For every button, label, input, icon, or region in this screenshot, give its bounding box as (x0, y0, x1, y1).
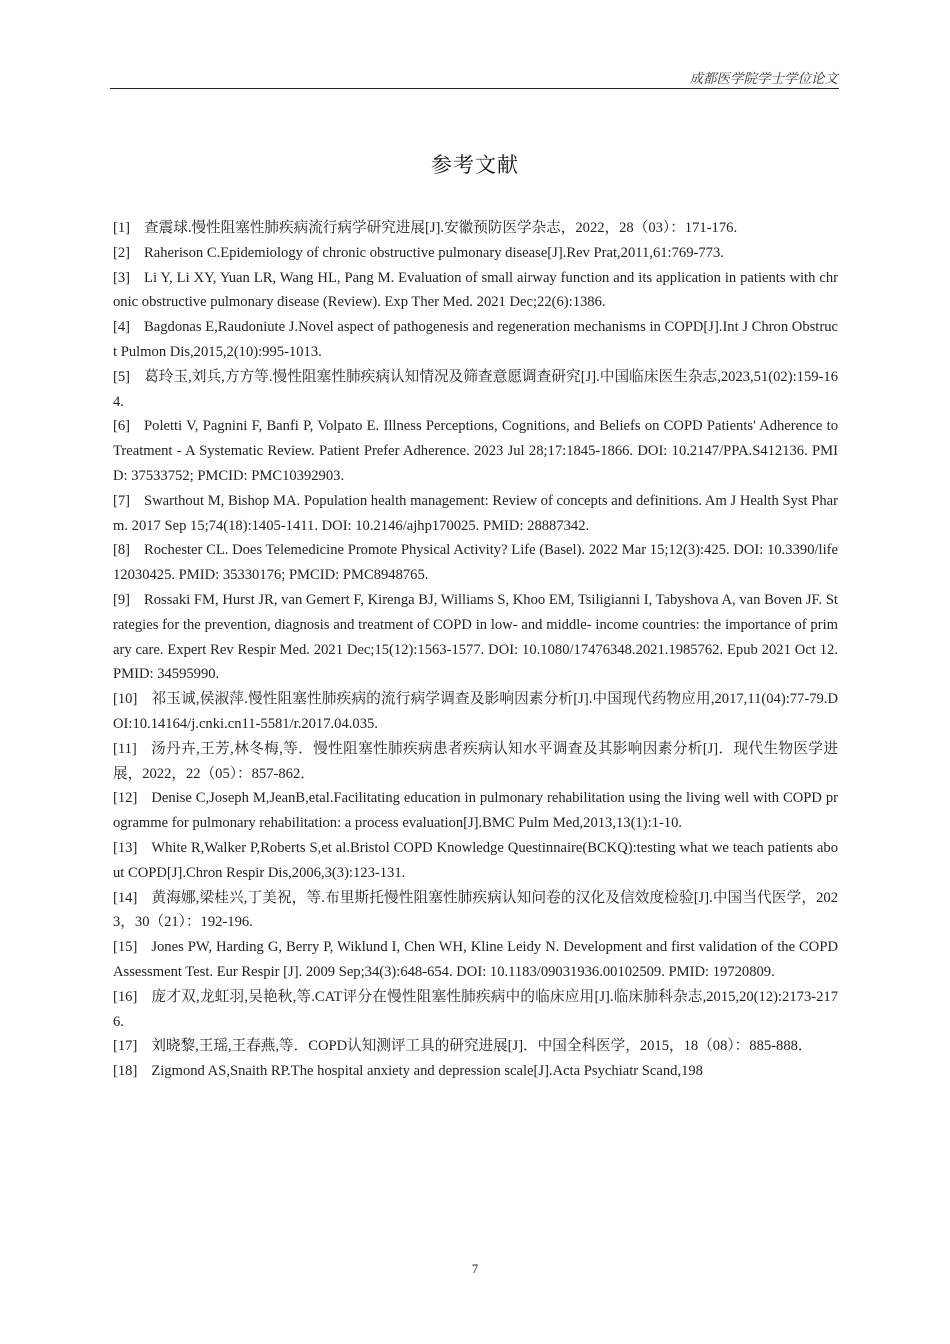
reference-item (113, 538, 838, 588)
reference-number: [12] (113, 790, 138, 807)
reference-item (113, 786, 838, 836)
reference-text: 庞才双,龙虹羽,吴艳秋,等.CAT评分在慢性阻塞性肺疾病中的临床应用[J].临床肺科杂志,2015,20(12):2173-2176. (113, 988, 838, 1030)
reference-number: [4] (113, 319, 131, 336)
reference-number: [6] (113, 418, 131, 435)
reference-text: Bagdonas E,Raudoniute J.Novel aspect of pathogenesis and regeneration mechanisms in COPD[J].Int J Chron Obstruct Pulmon Dis,2015,2(10):995-1013. (113, 319, 838, 360)
reference-item (113, 985, 838, 1035)
reference-number: [16] (113, 988, 138, 1005)
reference-item (113, 266, 838, 316)
reference-text: 祁玉诚,侯淑萍.慢性阻塞性肺疾病的流行病学调查及影响因素分析[J].中国现代药物应用,2017,11(04):77-79.DOI:10.14164/j.cnki.cn11-5581/r.2017.04.035. (113, 691, 838, 732)
reference-text: 查震球.慢性阻塞性肺疾病流行病学研究进展[J].安徽预防医学杂志，2022，28（03）：171-176. (144, 220, 738, 236)
reference-text: White R,Walker P,Roberts S,et al.Bristol COPD Knowledge Questinnaire(BCKQ):testing what we teach patients about COPD[J].Chron Respir Dis,2006,3(3):123-131. (113, 839, 838, 881)
reference-text: 葛玲玉,刘兵,方方等.慢性阻塞性肺疾病认知情况及筛查意愿调查研究[J].中国临床医生杂志,2023,51(02):159-164. (113, 368, 838, 410)
reference-item (113, 216, 838, 241)
reference-item (113, 315, 838, 365)
reference-item (113, 886, 838, 936)
reference-text: Raherison C.Epidemiology of chronic obstructive pulmonary disease[J].Rev Prat,2011,61:769-773. (144, 244, 724, 261)
reference-item (113, 935, 838, 985)
reference-text: 黄海娜,梁桂兴,丁美祝，等.布里斯托慢性阻塞性肺疾病认知问卷的汉化及信效度检验[J].中国当代医学，2023，30（21）：192-196. (113, 889, 838, 931)
reference-text: 刘晓黎,王瑶,王春燕,等．COPD认知测评工具的研究进展[J]．中国全科医学，2015，18（08）：885-888． (151, 1038, 813, 1055)
reference-number: [3] (113, 269, 131, 286)
reference-item (113, 1059, 838, 1084)
reference-item (113, 687, 838, 737)
reference-text: Rochester CL. Does Telemedicine Promote Physical Activity? Life (Basel). 2022 Mar 15;12(3):425. DOI: 10.3390/life12030425. PMID: 35330176; PMCID: PMC8948765. (113, 542, 838, 584)
reference-number: [9] (113, 591, 131, 608)
reference-number: [5] (113, 368, 131, 385)
reference-number: [1] (113, 220, 131, 236)
reference-text: Poletti V, Pagnini F, Banfi P, Volpato E. Illness Perceptions, Cognitions, and Beliefs on COPD Patients' Adherence to Treatment - A Systematic Review. Patient Prefer Adherence. 2023 Jul 28;17:1845-1866. DOI: 10.2147/PPA.S412136. PMID: 37533752; PMCID: PMC10392903. (113, 418, 838, 484)
reference-item (113, 1034, 838, 1059)
page-number: 7 (471, 1262, 479, 1276)
reference-number: [10] (113, 691, 138, 708)
reference-item (113, 241, 838, 266)
reference-text: 汤丹卉,王芳,林冬梅,等．慢性阻塞性肺疾病患者疾病认知水平调查及其影响因素分析[J]．现代生物医学进展，2022，22（05）：857-862． (113, 740, 838, 782)
reference-number: [15] (113, 939, 138, 956)
reference-item (113, 489, 838, 539)
header-divider (110, 88, 839, 89)
reference-number: [2] (113, 244, 131, 261)
reference-item (113, 737, 838, 787)
reference-text: Zigmond AS,Snaith RP.The hospital anxiety and depression scale[J].Acta Psychiatr Scand,198 (151, 1063, 703, 1080)
reference-number: [17] (113, 1038, 138, 1055)
reference-text: Li Y, Li XY, Yuan LR, Wang HL, Pang M. Evaluation of small airway function and its application in patients with chronic obstructive pulmonary disease (Review). Exp Ther Med. 2021 Dec;22(6):1386. (113, 269, 838, 311)
reference-item (113, 836, 838, 886)
running-header: 成都医学院学士学位论文 (689, 71, 838, 86)
reference-item (113, 414, 838, 488)
reference-text: Rossaki FM, Hurst JR, van Gemert F, Kirenga BJ, Williams S, Khoo EM, Tsiligianni I, Tabyshova A, van Boven JF. Strategies for the prevention, diagnosis and treatment of COPD in low- and middle- income countries: the importance of primary care. Expert Rev Respir Med. 2021 Dec;15(12):1563-1577. DOI: 10.1080/17476348.2021.1985762. Epub 2021 Oct 12. PMID: 34595990. (113, 591, 838, 683)
reference-list (113, 216, 838, 1084)
reference-number: [8] (113, 542, 131, 559)
reference-number: [18] (113, 1063, 138, 1080)
reference-text: Jones PW, Harding G, Berry P, Wiklund I, Chen WH, Kline Leidy N. Development and first validation of the COPD Assessment Test. Eur Respir [J]. 2009 Sep;34(3):648-654. DOI: 10.1183/09031936.00102509. PMID: 19720809. (113, 939, 838, 980)
reference-item (113, 365, 838, 415)
reference-number: [14] (113, 889, 138, 906)
reference-text: Swarthout M, Bishop MA. Population health management: Review of concepts and definitions. Am J Health Syst Pharm. 2017 Sep 15;74(18):1405-1411. DOI: 10.2146/ajhp170025. PMID: 28887342. (113, 492, 838, 534)
reference-number: [7] (113, 492, 131, 509)
reference-text: Denise C,Joseph M,JeanB,etal.Facilitating education in pulmonary rehabilitation using the living well with COPD programme for pulmonary rehabilitation: a process evaluation[J].BMC Pulm Med,2013,13(1):1-10. (113, 790, 838, 832)
page-title: 参考文献 (431, 153, 519, 177)
reference-item (113, 588, 838, 687)
reference-number: [13] (113, 839, 138, 856)
reference-number: [11] (113, 740, 137, 757)
